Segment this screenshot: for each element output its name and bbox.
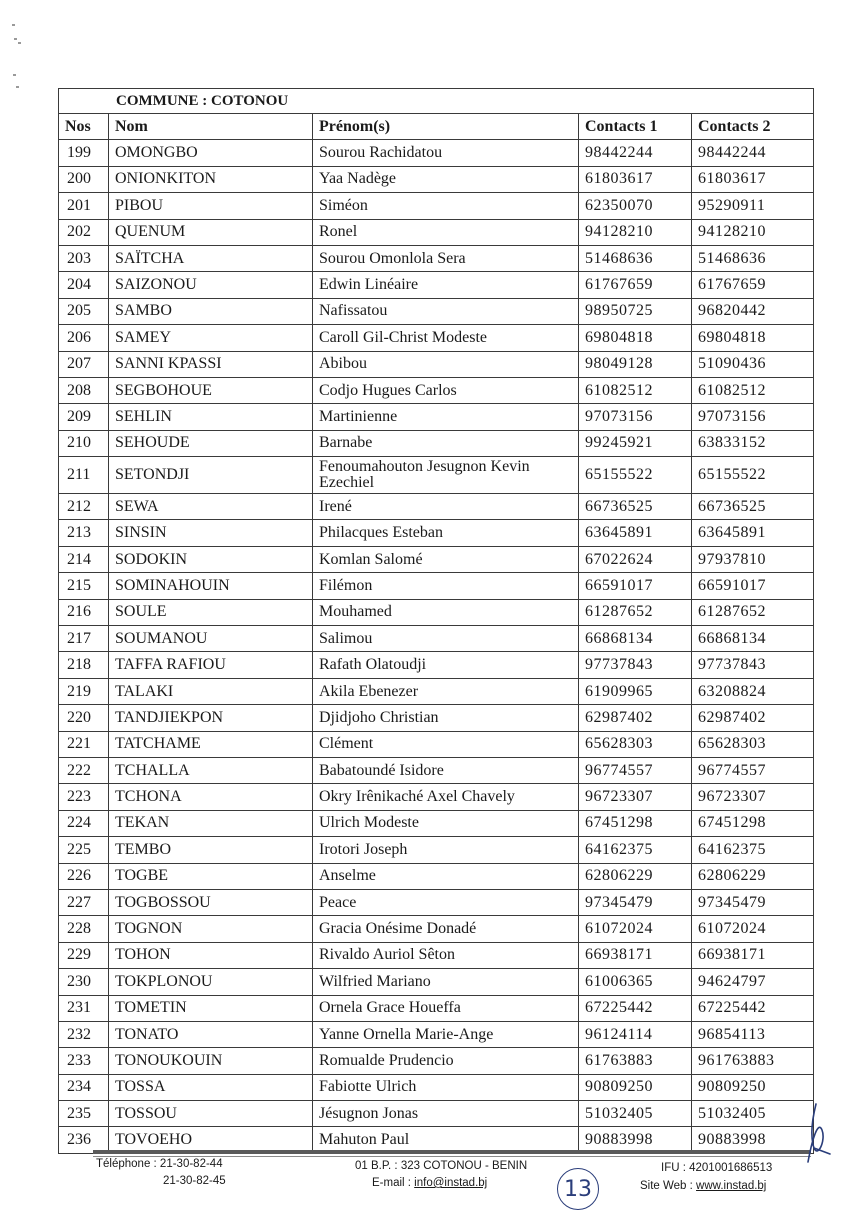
- signature-mark: [800, 1100, 840, 1168]
- cell-contact-1: 96723307: [579, 784, 692, 810]
- cell-nom: SETONDJI: [109, 457, 313, 494]
- cell-nos: 222: [59, 757, 109, 783]
- cell-contact-2: 66591017: [692, 573, 814, 599]
- cell-contact-1: 90809250: [579, 1074, 692, 1100]
- cell-contact-1: 96124114: [579, 1021, 692, 1047]
- cell-contact-1: 90883998: [579, 1127, 692, 1153]
- cell-contact-2: 51468636: [692, 245, 814, 271]
- cell-contact-2: 62806229: [692, 863, 814, 889]
- cell-nos: 223: [59, 784, 109, 810]
- cell-contact-2: 96854113: [692, 1021, 814, 1047]
- cell-contact-2: 97937810: [692, 546, 814, 572]
- table-row: [59, 325, 814, 351]
- cell-contact-2: 96820442: [692, 298, 814, 324]
- cell-prenom: Fabiotte Ulrich: [313, 1074, 579, 1100]
- cell-prenom: Abibou: [313, 351, 579, 377]
- cell-contact-2: 63645891: [692, 520, 814, 546]
- commune-row: [59, 89, 814, 114]
- cell-contact-1: 98950725: [579, 298, 692, 324]
- footer-email-label: E-mail :: [372, 1177, 415, 1189]
- cell-prenom: Barnabe: [313, 430, 579, 456]
- table-row: [59, 298, 814, 324]
- table-row: [59, 969, 814, 995]
- cell-nom: SOMINAHOUIN: [109, 573, 313, 599]
- cell-nos: 211: [59, 457, 109, 494]
- cell-prenom: Sourou Omonlola Sera: [313, 245, 579, 271]
- cell-prenom: Salimou: [313, 626, 579, 652]
- table-row: [59, 1048, 814, 1074]
- cell-contact-2: 94624797: [692, 969, 814, 995]
- cell-prenom: Codjo Hugues Carlos: [313, 377, 579, 403]
- footer-rule-thin: [93, 1156, 811, 1157]
- table-row: [59, 404, 814, 430]
- cell-nos: 215: [59, 573, 109, 599]
- cell-nom: SAMEY: [109, 325, 313, 351]
- cell-contact-2: 97073156: [692, 404, 814, 430]
- table-row: [59, 678, 814, 704]
- cell-nos: 231: [59, 995, 109, 1021]
- cell-prenom: Edwin Linéaire: [313, 272, 579, 298]
- cell-nom: TOHON: [109, 942, 313, 968]
- commune-title: COMMUNE : COTONOU: [59, 89, 814, 114]
- table-row: [59, 573, 814, 599]
- cell-contact-1: 51032405: [579, 1101, 692, 1127]
- table-row: [59, 193, 814, 219]
- cell-nom: SOUMANOU: [109, 626, 313, 652]
- cell-nos: 205: [59, 298, 109, 324]
- cell-nom: SANNI KPASSI: [109, 351, 313, 377]
- cell-contact-2: 63208824: [692, 678, 814, 704]
- table-row: [59, 140, 814, 166]
- cell-nom: TEKAN: [109, 810, 313, 836]
- cell-contact-1: 65628303: [579, 731, 692, 757]
- cell-prenom: Yanne Ornella Marie-Ange: [313, 1021, 579, 1047]
- header-nom: Nom: [109, 114, 313, 140]
- cell-contact-1: 61287652: [579, 599, 692, 625]
- cell-contact-2: 69804818: [692, 325, 814, 351]
- footer-email: [372, 1177, 487, 1189]
- cell-contact-2: 64162375: [692, 837, 814, 863]
- table-row: [59, 245, 814, 271]
- cell-prenom: Rafath Olatoudji: [313, 652, 579, 678]
- table-row: [59, 166, 814, 192]
- cell-nom: SINSIN: [109, 520, 313, 546]
- table-row: [59, 889, 814, 915]
- cell-nos: 206: [59, 325, 109, 351]
- footer-email-link[interactable]: info@instad.bj: [414, 1177, 488, 1189]
- cell-prenom: Romualde Prudencio: [313, 1048, 579, 1074]
- cell-prenom: Filémon: [313, 573, 579, 599]
- cell-nom: TOGBOSSOU: [109, 889, 313, 915]
- cell-contact-2: 51090436: [692, 351, 814, 377]
- cell-contact-2: 66736525: [692, 494, 814, 520]
- cell-prenom: Yaa Nadège: [313, 166, 579, 192]
- contacts-table: [58, 88, 814, 1154]
- cell-nos: 200: [59, 166, 109, 192]
- table-row: [59, 731, 814, 757]
- cell-contact-2: 98442244: [692, 140, 814, 166]
- cell-contact-2: 961763883: [692, 1048, 814, 1074]
- footer-address: 01 B.P. : 323 COTONOU - BENIN: [355, 1160, 528, 1172]
- cell-contact-1: 67451298: [579, 810, 692, 836]
- table-row: [59, 652, 814, 678]
- table-row: [59, 916, 814, 942]
- header-nos: Nos: [59, 114, 109, 140]
- cell-contact-2: 97737843: [692, 652, 814, 678]
- cell-contact-1: 97345479: [579, 889, 692, 915]
- cell-contact-1: 96774557: [579, 757, 692, 783]
- cell-nos: 233: [59, 1048, 109, 1074]
- cell-contact-2: 90809250: [692, 1074, 814, 1100]
- table-row: [59, 837, 814, 863]
- table-row: [59, 494, 814, 520]
- table-row: [59, 520, 814, 546]
- table-row: [59, 272, 814, 298]
- cell-nom: SAIZONOU: [109, 272, 313, 298]
- cell-nom: SAÏTCHA: [109, 245, 313, 271]
- table-row: [59, 942, 814, 968]
- cell-nom: TOKPLONOU: [109, 969, 313, 995]
- cell-contact-1: 61909965: [579, 678, 692, 704]
- cell-contact-2: 67451298: [692, 810, 814, 836]
- scan-specks: [8, 18, 28, 98]
- page-number-stamp: 13: [557, 1168, 599, 1210]
- cell-contact-2: 63833152: [692, 430, 814, 456]
- cell-contact-1: 97737843: [579, 652, 692, 678]
- table-row: [59, 599, 814, 625]
- footer-website-link[interactable]: www.instad.bj: [696, 1180, 767, 1192]
- cell-nos: 209: [59, 404, 109, 430]
- cell-nos: 236: [59, 1127, 109, 1153]
- cell-contact-1: 67225442: [579, 995, 692, 1021]
- cell-nos: 217: [59, 626, 109, 652]
- cell-contact-2: 61287652: [692, 599, 814, 625]
- cell-contact-1: 66938171: [579, 942, 692, 968]
- footer-website: [640, 1180, 766, 1192]
- cell-prenom: Okry Irênikaché Axel Chavely: [313, 784, 579, 810]
- cell-contact-2: 65155522: [692, 457, 814, 494]
- cell-contact-1: 98049128: [579, 351, 692, 377]
- cell-contact-1: 62806229: [579, 863, 692, 889]
- table-row: [59, 546, 814, 572]
- cell-contact-1: 69804818: [579, 325, 692, 351]
- cell-prenom: Clément: [313, 731, 579, 757]
- cell-nos: 235: [59, 1101, 109, 1127]
- header-contacts-1: Contacts 1: [579, 114, 692, 140]
- cell-contact-1: 94128210: [579, 219, 692, 245]
- cell-prenom: Caroll Gil-Christ Modeste: [313, 325, 579, 351]
- cell-nom: TAFFA RAFIOU: [109, 652, 313, 678]
- table-row: [59, 1021, 814, 1047]
- cell-nos: 220: [59, 705, 109, 731]
- cell-nom: TONATO: [109, 1021, 313, 1047]
- footer-website-label: Site Web :: [640, 1180, 697, 1192]
- cell-contact-1: 61006365: [579, 969, 692, 995]
- cell-nos: 234: [59, 1074, 109, 1100]
- cell-nom: TCHALLA: [109, 757, 313, 783]
- cell-contact-2: 61082512: [692, 377, 814, 403]
- cell-contact-2: 61072024: [692, 916, 814, 942]
- table-row: [59, 1074, 814, 1100]
- cell-contact-1: 63645891: [579, 520, 692, 546]
- cell-nos: 212: [59, 494, 109, 520]
- header-prenom: Prénom(s): [313, 114, 579, 140]
- table-row: [59, 757, 814, 783]
- cell-contact-2: 66868134: [692, 626, 814, 652]
- cell-prenom: Mouhamed: [313, 599, 579, 625]
- table-row: [59, 377, 814, 403]
- cell-contact-1: 51468636: [579, 245, 692, 271]
- cell-contact-2: 96723307: [692, 784, 814, 810]
- cell-nom: SOULE: [109, 599, 313, 625]
- cell-nom: TOSSA: [109, 1074, 313, 1100]
- cell-nom: TOGBE: [109, 863, 313, 889]
- cell-contact-2: 65628303: [692, 731, 814, 757]
- cell-nom: TOVOEHO: [109, 1127, 313, 1153]
- cell-prenom: Jésugnon Jonas: [313, 1101, 579, 1127]
- cell-nos: 214: [59, 546, 109, 572]
- cell-nom: PIBOU: [109, 193, 313, 219]
- cell-prenom: Komlan Salomé: [313, 546, 579, 572]
- cell-contact-1: 62987402: [579, 705, 692, 731]
- cell-nos: 219: [59, 678, 109, 704]
- cell-contact-1: 65155522: [579, 457, 692, 494]
- cell-prenom: Gracia Onésime Donadé: [313, 916, 579, 942]
- cell-contact-1: 64162375: [579, 837, 692, 863]
- cell-contact-1: 61767659: [579, 272, 692, 298]
- cell-nom: SEWA: [109, 494, 313, 520]
- cell-prenom: Philacques Esteban: [313, 520, 579, 546]
- cell-nos: 213: [59, 520, 109, 546]
- table-row: [59, 863, 814, 889]
- cell-contact-1: 61082512: [579, 377, 692, 403]
- cell-contact-1: 66868134: [579, 626, 692, 652]
- cell-contact-2: 51032405: [692, 1101, 814, 1127]
- cell-contact-2: 94128210: [692, 219, 814, 245]
- cell-nom: SAMBO: [109, 298, 313, 324]
- cell-prenom: Rivaldo Auriol Sêton: [313, 942, 579, 968]
- cell-nom: SEHOUDE: [109, 430, 313, 456]
- cell-contact-2: 61767659: [692, 272, 814, 298]
- cell-contact-1: 98442244: [579, 140, 692, 166]
- cell-nom: SEHLIN: [109, 404, 313, 430]
- cell-nos: 204: [59, 272, 109, 298]
- cell-contact-2: 67225442: [692, 995, 814, 1021]
- cell-prenom: Wilfried Mariano: [313, 969, 579, 995]
- cell-contact-1: 61072024: [579, 916, 692, 942]
- cell-contact-1: 62350070: [579, 193, 692, 219]
- cell-nos: 229: [59, 942, 109, 968]
- cell-nom: TALAKI: [109, 678, 313, 704]
- table-row: [59, 457, 814, 494]
- cell-nos: 221: [59, 731, 109, 757]
- cell-nos: 224: [59, 810, 109, 836]
- cell-contact-2: 90883998: [692, 1127, 814, 1153]
- header-contacts-2: Contacts 2: [692, 114, 814, 140]
- cell-nos: 226: [59, 863, 109, 889]
- cell-nos: 225: [59, 837, 109, 863]
- cell-contact-1: 61763883: [579, 1048, 692, 1074]
- cell-prenom: Siméon: [313, 193, 579, 219]
- footer-telephone: Téléphone : 21-30-82-44: [96, 1158, 223, 1170]
- cell-prenom: Anselme: [313, 863, 579, 889]
- cell-contact-1: 66591017: [579, 573, 692, 599]
- cell-nom: TEMBO: [109, 837, 313, 863]
- cell-nos: 203: [59, 245, 109, 271]
- cell-contact-2: 62987402: [692, 705, 814, 731]
- cell-nos: 230: [59, 969, 109, 995]
- cell-nos: 216: [59, 599, 109, 625]
- cell-nos: 201: [59, 193, 109, 219]
- table-row: [59, 705, 814, 731]
- cell-nom: OMONGBO: [109, 140, 313, 166]
- cell-contact-1: 97073156: [579, 404, 692, 430]
- table-row: [59, 1101, 814, 1127]
- cell-prenom: Babatoundé Isidore: [313, 757, 579, 783]
- footer-telephone-2: 21-30-82-45: [163, 1175, 226, 1187]
- table-row: [59, 810, 814, 836]
- cell-nos: 207: [59, 351, 109, 377]
- table-row: [59, 351, 814, 377]
- cell-nos: 228: [59, 916, 109, 942]
- cell-prenom: Djidjoho Christian: [313, 705, 579, 731]
- cell-nom: TOSSOU: [109, 1101, 313, 1127]
- cell-prenom: Ornela Grace Houeffa: [313, 995, 579, 1021]
- table-row: [59, 784, 814, 810]
- cell-nom: TATCHAME: [109, 731, 313, 757]
- header-row: [59, 114, 814, 140]
- cell-nom: QUENUM: [109, 219, 313, 245]
- cell-contact-2: 66938171: [692, 942, 814, 968]
- cell-contact-2: 96774557: [692, 757, 814, 783]
- cell-nos: 199: [59, 140, 109, 166]
- cell-contact-2: 97345479: [692, 889, 814, 915]
- cell-nos: 202: [59, 219, 109, 245]
- cell-nom: TOMETIN: [109, 995, 313, 1021]
- cell-prenom: Peace: [313, 889, 579, 915]
- table-row: [59, 430, 814, 456]
- footer-rule: [93, 1150, 811, 1154]
- cell-prenom: Akila Ebenezer: [313, 678, 579, 704]
- cell-nom: TOGNON: [109, 916, 313, 942]
- cell-nom: ONIONKITON: [109, 166, 313, 192]
- cell-contact-1: 66736525: [579, 494, 692, 520]
- cell-nom: SODOKIN: [109, 546, 313, 572]
- cell-nos: 232: [59, 1021, 109, 1047]
- cell-nom: TCHONA: [109, 784, 313, 810]
- cell-nom: TANDJIEKPON: [109, 705, 313, 731]
- cell-contact-1: 67022624: [579, 546, 692, 572]
- cell-nos: 218: [59, 652, 109, 678]
- cell-prenom: Mahuton Paul: [313, 1127, 579, 1153]
- cell-contact-2: 61803617: [692, 166, 814, 192]
- cell-prenom: Nafissatou: [313, 298, 579, 324]
- cell-prenom: Martinienne: [313, 404, 579, 430]
- cell-nom: TONOUKOUIN: [109, 1048, 313, 1074]
- cell-prenom: Irené: [313, 494, 579, 520]
- cell-nos: 210: [59, 430, 109, 456]
- cell-contact-1: 99245921: [579, 430, 692, 456]
- cell-prenom: Ulrich Modeste: [313, 810, 579, 836]
- cell-prenom: Ronel: [313, 219, 579, 245]
- cell-nos: 208: [59, 377, 109, 403]
- table-row: [59, 995, 814, 1021]
- cell-contact-1: 61803617: [579, 166, 692, 192]
- table-row: [59, 626, 814, 652]
- cell-prenom: Fenoumahouton Jesugnon Kevin Ezechiel: [313, 457, 579, 494]
- cell-nos: 227: [59, 889, 109, 915]
- cell-nom: SEGBOHOUE: [109, 377, 313, 403]
- cell-prenom: Irotori Joseph: [313, 837, 579, 863]
- cell-contact-2: 95290911: [692, 193, 814, 219]
- table-row: [59, 219, 814, 245]
- cell-prenom: Sourou Rachidatou: [313, 140, 579, 166]
- footer-ifu: IFU : 4201001686513: [661, 1162, 773, 1174]
